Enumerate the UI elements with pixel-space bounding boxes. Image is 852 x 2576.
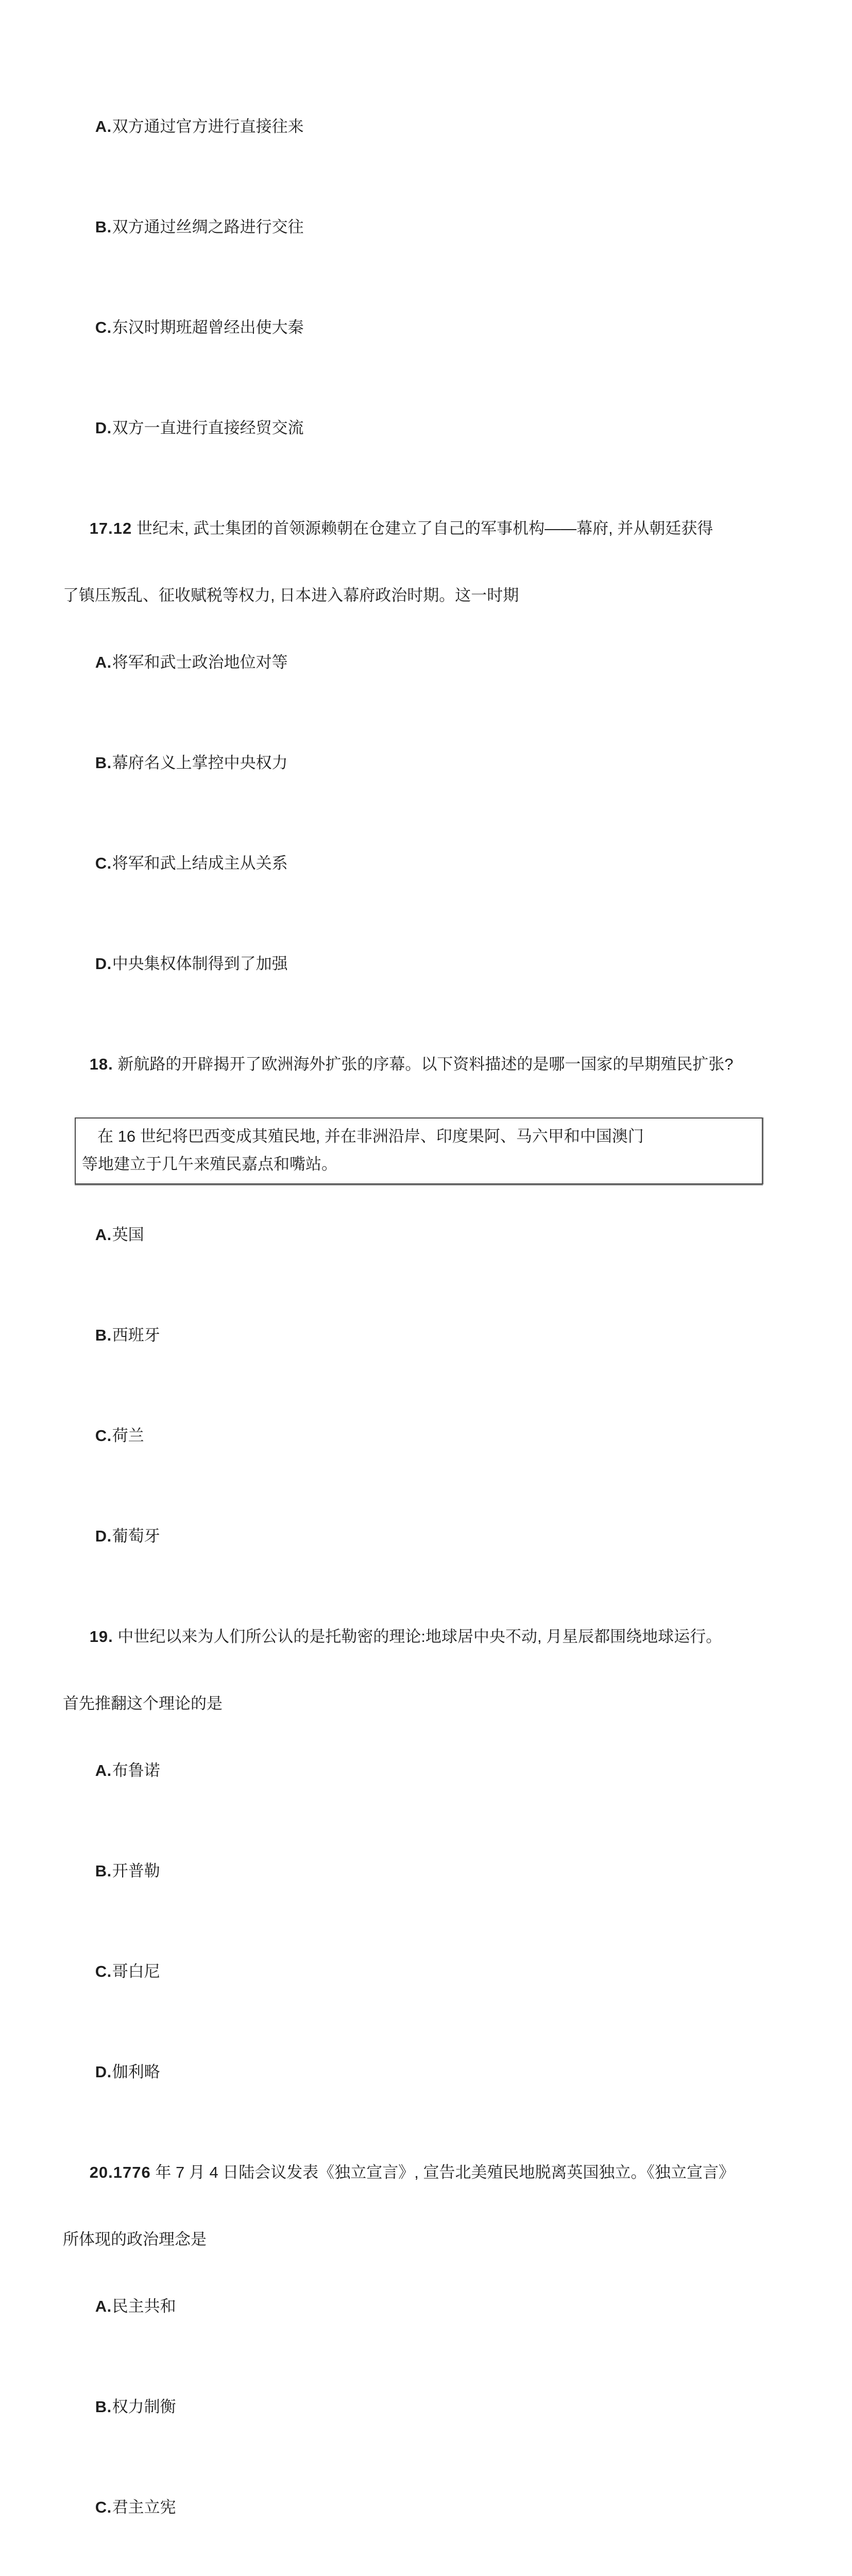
question-stem-text: 中世纪以来为人们所公认的是托勒密的理论:地球居中央不动, 月星辰都围绕地球运行。 [113, 1628, 722, 1646]
option-label: A. [95, 2297, 112, 2315]
option-label: A. [95, 653, 112, 671]
option-row [63, 813, 811, 913]
option-label: D. [95, 419, 112, 437]
option-row [63, 2557, 811, 2576]
option-text: 东汉时期班超曾经出使大秦 [112, 318, 304, 336]
option-text: 君主立宪 [112, 2498, 176, 2516]
option-row [63, 1486, 811, 1586]
option-text: 权力制衡 [112, 2398, 176, 2416]
option-label: D. [95, 955, 112, 973]
source-excerpt-box [75, 1117, 763, 1184]
question-stem-text: 年 7 月 4 日陆会议发表《独立宣言》, 宣告北美殖民地脱离英国独立。《独立宣言》 [150, 2163, 735, 2181]
option-label: C. [95, 2498, 112, 2516]
question-stem-text: 世纪末, 武士集团的首领源赖朝在仓建立了自己的军事机构——幕府, 并从朝廷获得 [132, 519, 713, 537]
question-stem-line [63, 478, 811, 579]
option-text: 双方通过官方进行直接往来 [112, 117, 304, 135]
option-label: B. [95, 1326, 112, 1344]
question-stem-line [63, 1014, 811, 1114]
option-text: 葡萄牙 [112, 1527, 160, 1545]
question-16-options [63, 76, 811, 478]
option-label: C. [95, 318, 112, 336]
option-row [63, 2457, 811, 2557]
option-label: D. [95, 2063, 112, 2081]
option-text: 哥白尼 [112, 1962, 160, 1980]
option-row [63, 378, 811, 478]
source-excerpt-line: 在 16 世纪将巴西变成其殖民地, 并在非洲沿岸、印度果阿、马六甲和中国澳门 [97, 1127, 644, 1145]
option-row [63, 277, 811, 378]
question-stem-text: 新航路的开辟揭开了欧洲海外扩张的序幕。以下资料描述的是哪一国家的早期殖民扩张? [113, 1055, 734, 1073]
option-label: C. [95, 1427, 112, 1445]
option-text: 双方通过丝绸之路进行交往 [112, 218, 304, 236]
question-number: 18. [89, 1055, 113, 1073]
option-text: 中央集权体制得到了加强 [112, 955, 288, 973]
option-row [63, 2022, 811, 2122]
option-label: B. [95, 218, 112, 236]
option-row [63, 913, 811, 1014]
question-19 [63, 1586, 811, 2122]
question-number: 20.1776 [89, 2163, 151, 2181]
option-text: 幕府名义上掌控中央权力 [112, 754, 288, 772]
option-row [63, 713, 811, 813]
option-text: 西班牙 [112, 1326, 160, 1344]
question-number: 19. [89, 1628, 113, 1646]
option-label: B. [95, 1862, 112, 1880]
option-text: 伽利略 [112, 2063, 160, 2081]
option-row [63, 1184, 811, 1285]
option-label: B. [95, 2398, 112, 2416]
option-text: 布鲁诺 [112, 1761, 160, 1780]
option-row [63, 2357, 811, 2457]
option-row [63, 177, 811, 277]
option-text: 将军和武士政治地位对等 [112, 653, 288, 671]
question-stem-line: 了镇压叛乱、征收赋税等权力, 日本进入幕府政治时期。这一时期 [63, 586, 519, 604]
option-label: C. [95, 854, 112, 872]
question-stem-line [63, 1586, 811, 1687]
option-label: A. [95, 117, 112, 135]
source-excerpt-line: 等地建立于几午来殖民嘉点和嘴站。 [82, 1155, 337, 1173]
question-stem-line: 所体现的政治理念是 [63, 2230, 207, 2248]
option-text: 民主共和 [112, 2297, 176, 2315]
option-row [63, 1285, 811, 1385]
option-row [63, 1921, 811, 2022]
option-row [63, 612, 811, 713]
question-18 [63, 1014, 811, 1586]
option-row [63, 1385, 811, 1486]
question-20 [63, 2122, 811, 2576]
option-row [63, 76, 811, 177]
option-row [63, 1720, 811, 1821]
option-label: B. [95, 754, 112, 772]
question-number: 17.12 [89, 519, 132, 537]
question-17 [63, 478, 811, 1014]
option-label: C. [95, 1962, 112, 1980]
option-row [63, 2256, 811, 2357]
option-row [63, 1821, 811, 1921]
option-text: 双方一直进行直接经贸交流 [112, 419, 304, 437]
option-text: 英国 [112, 1226, 144, 1244]
option-text: 将军和武上结成主从关系 [112, 854, 288, 872]
option-text: 开普勒 [112, 1862, 160, 1880]
option-text: 荷兰 [112, 1427, 144, 1445]
option-label: A. [95, 1226, 112, 1244]
question-stem-line [63, 2122, 811, 2223]
question-stem-line: 首先推翻这个理论的是 [63, 1694, 223, 1713]
option-label: D. [95, 1527, 112, 1545]
option-label: A. [95, 1761, 112, 1780]
